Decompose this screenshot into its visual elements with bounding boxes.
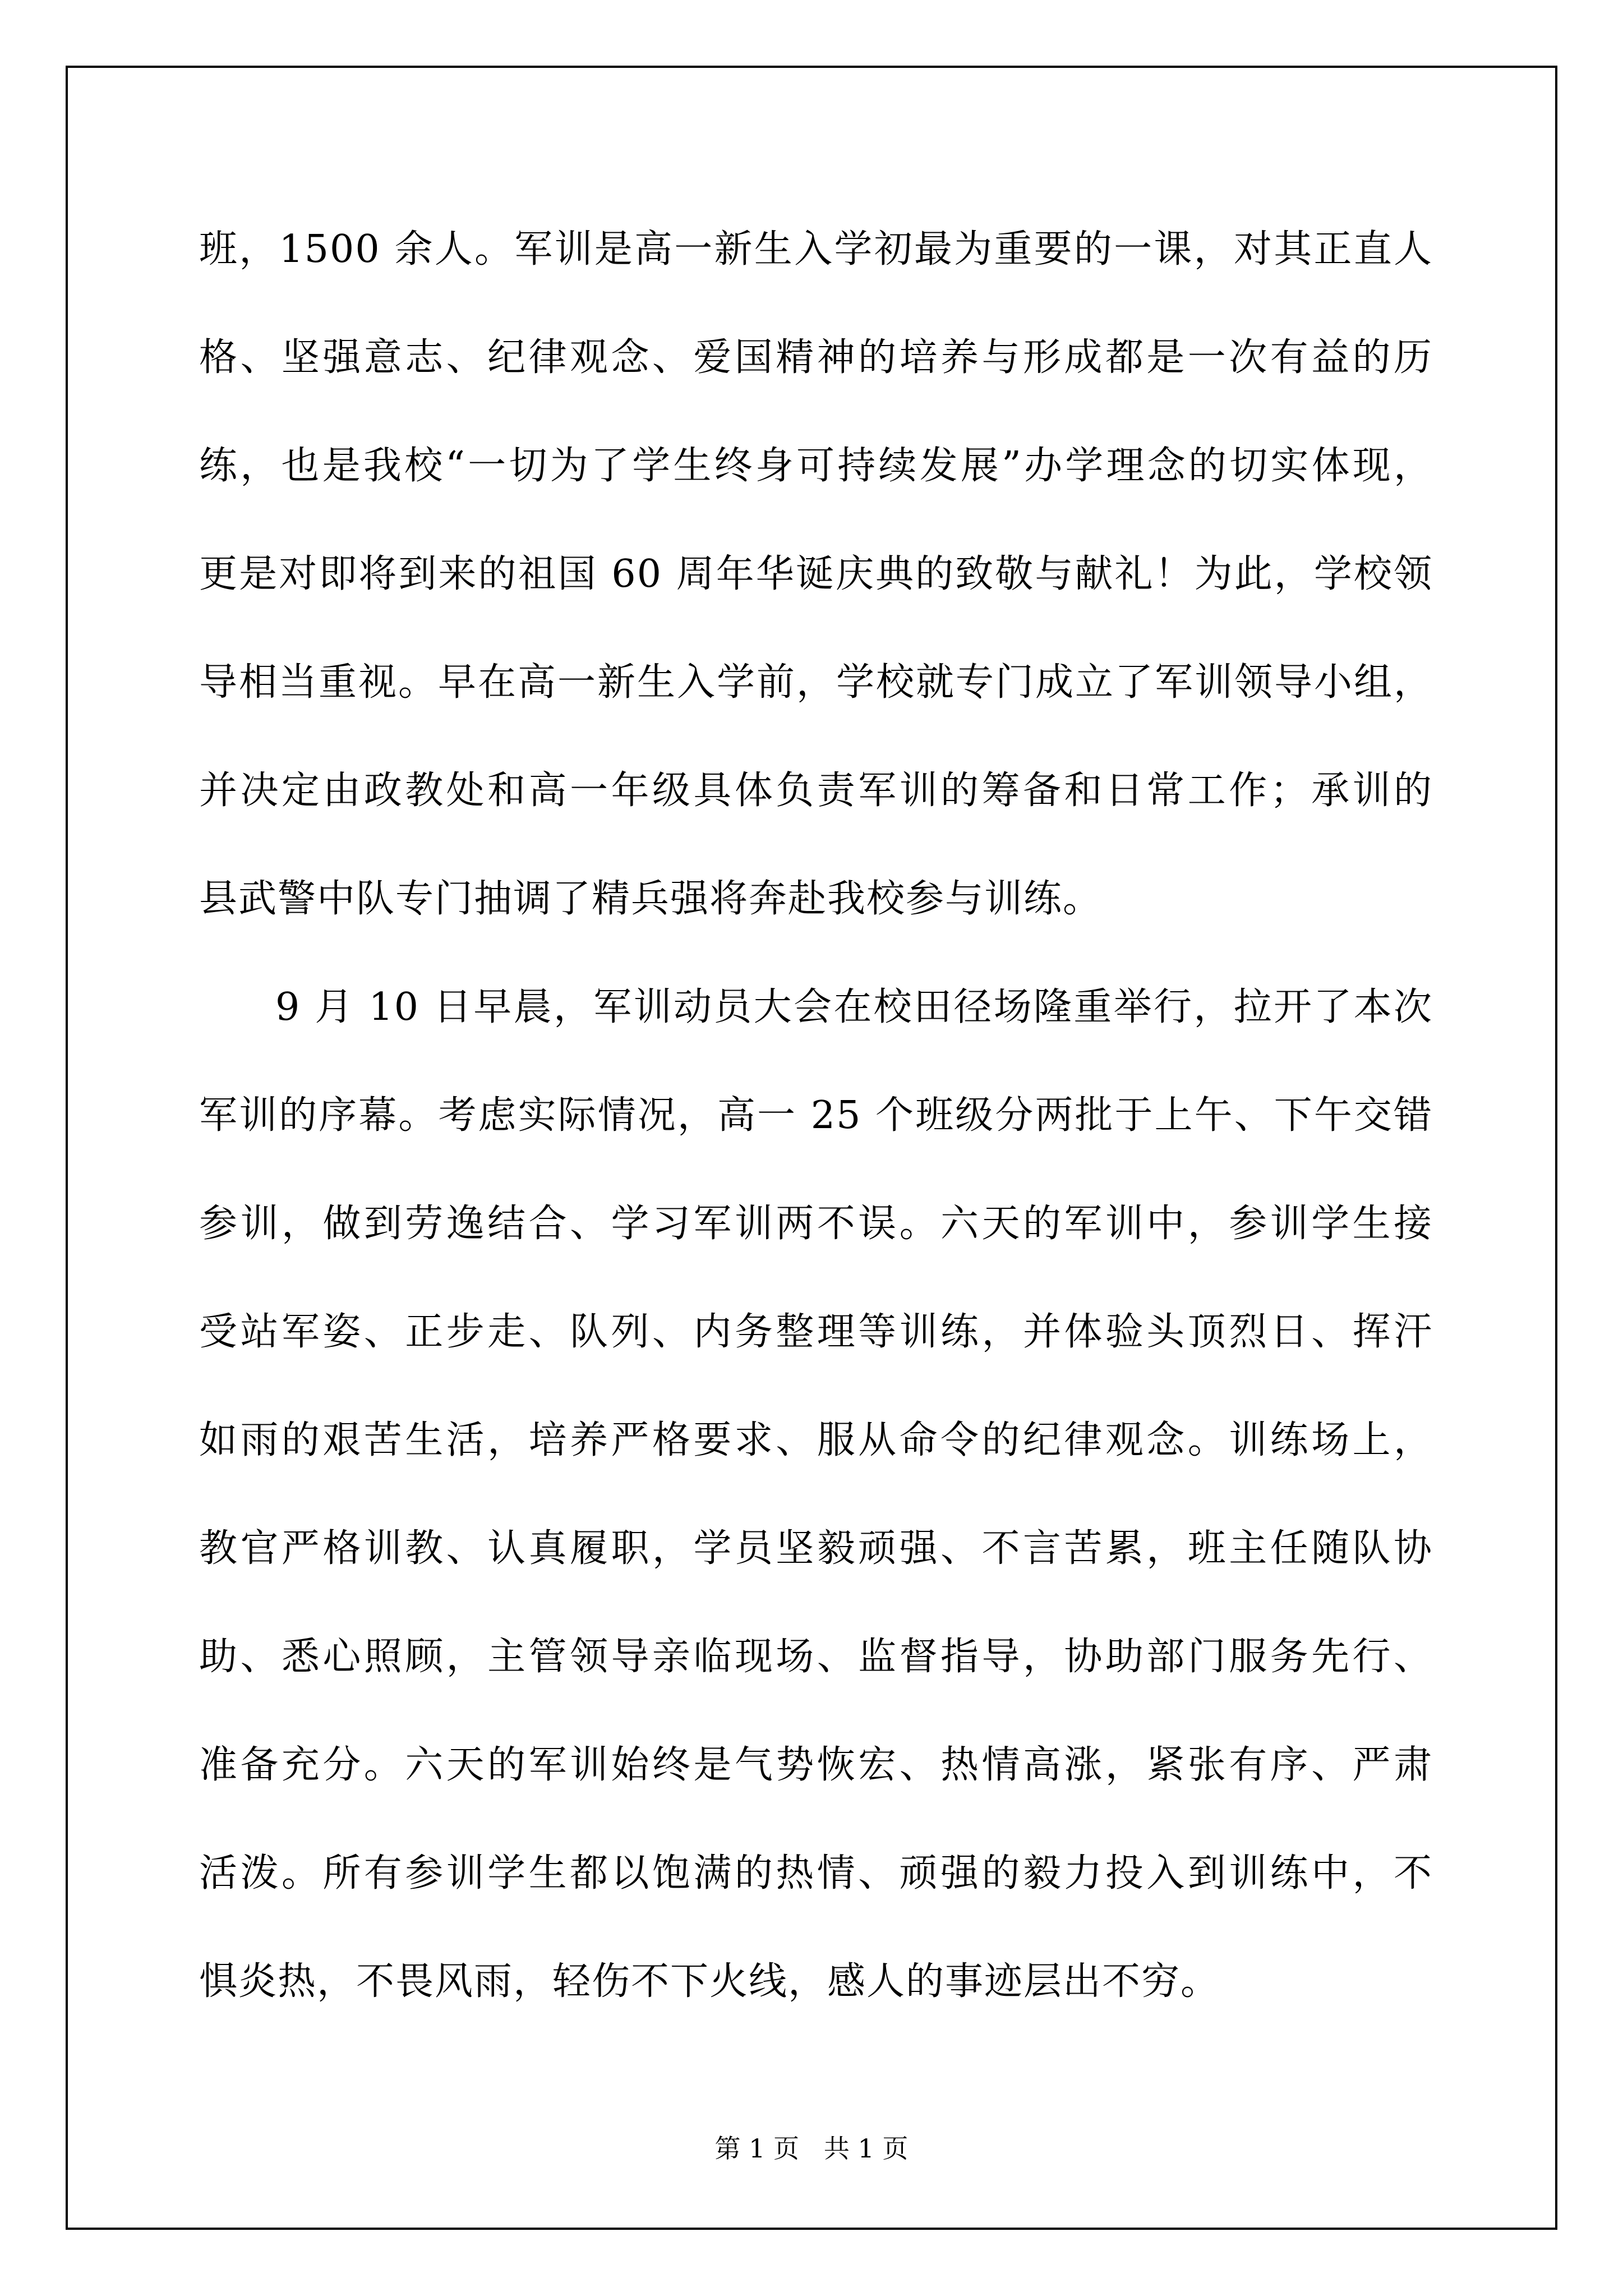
text-line: 班，1500 余人。军训是高一新生入学初最为重要的一课，对其正直人	[199, 227, 1433, 272]
text-line: 更是对即将到来的祖国 60 周年华诞庆典的致敬与献礼！为此，学校领	[199, 552, 1433, 596]
text-line: 导相当重视。早在高一新生入学前，学校就专门成立了军训领导小组，	[199, 660, 1433, 705]
text-line: 受站军姿、正步走、队列、内务整理等训练，并体验头顶烈日、挥汗	[199, 1310, 1433, 1354]
text-line: 军训的序幕。考虑实际情况，高一 25 个班级分两批于上午、下午交错	[199, 1093, 1433, 1138]
text-line: 并决定由政教处和高一年级具体负责军训的筹备和日常工作；承训的	[199, 769, 1433, 813]
text-line: 如雨的艰苦生活，培养严格要求、服从命令的纪律观念。训练场上，	[199, 1418, 1433, 1462]
text-line: 活泼。所有参训学生都以饱满的热情、顽强的毅力投入到训练中，不	[199, 1851, 1433, 1895]
page-number-footer: 第 1 页 共 1 页	[714, 2133, 909, 2164]
text-line: 县武警中队专门抽调了精兵强将奔赴我校参与训练。	[199, 877, 1103, 921]
text-line: 练，也是我校“一切为了学生终身可持续发展”办学理念的切实体现，	[199, 444, 1433, 488]
paragraph-first-line: 9 月 10 日早晨，军训动员大会在校田径场隆重举行，拉开了本次	[275, 985, 1433, 1029]
text-line: 助、悉心照顾，主管领导亲临现场、监督指导，协助部门服务先行、	[199, 1635, 1433, 1679]
document-body	[199, 216, 1433, 2056]
text-line: 惧炎热，不畏风雨，轻伤不下火线，感人的事迹层出不穷。	[199, 1959, 1220, 2004]
text-line: 参训，做到劳逸结合、学习军训两不误。六天的军训中，参训学生接	[199, 1202, 1433, 1246]
text-line: 格、坚强意志、纪律观念、爱国精神的培养与形成都是一次有益的历	[199, 335, 1433, 380]
text-line: 教官严格训教、认真履职，学员坚毅顽强、不言苦累，班主任随队协	[199, 1526, 1433, 1571]
text-line: 准备充分。六天的军训始终是气势恢宏、热情高涨，紧张有序、严肃	[199, 1743, 1433, 1787]
